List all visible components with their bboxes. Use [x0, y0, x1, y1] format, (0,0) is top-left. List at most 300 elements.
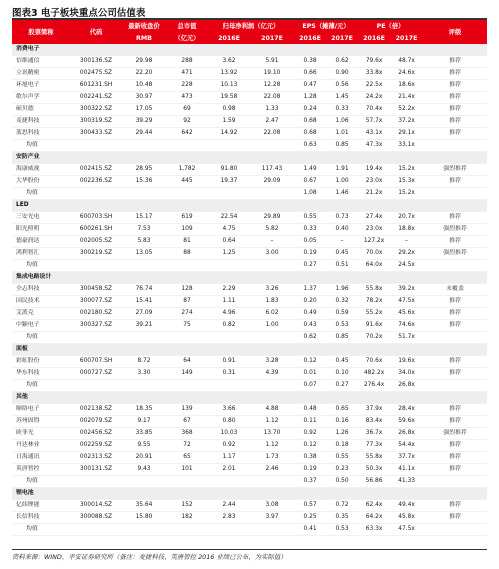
- pe-2016-cell: 276.4x: [358, 380, 390, 392]
- market-cap-cell: 81: [166, 236, 208, 248]
- header-mcap: 总市值: [166, 20, 208, 32]
- pe-2017-cell: 51.7x: [390, 332, 423, 344]
- rating-cell: 推荐: [423, 212, 487, 224]
- table-row: [12, 92, 487, 104]
- eps-2017-cell: 0.33: [326, 104, 358, 116]
- profit-2017-cell: –: [250, 236, 294, 248]
- pe-2016-cell: 77.3x: [358, 440, 390, 452]
- profit-2016-cell: 0.91: [208, 356, 250, 368]
- header-price: 最新收盘价: [122, 20, 166, 32]
- pe-2017-cell: 15.3x: [390, 176, 423, 188]
- profit-2017-cell: [250, 140, 294, 152]
- pe-2016-cell: 55.8x: [358, 284, 390, 296]
- profit-2017-cell: 1.12: [250, 440, 294, 452]
- market-cap-cell: 473: [166, 92, 208, 104]
- market-cap-cell: [166, 140, 208, 152]
- market-cap-cell: 228: [166, 80, 208, 92]
- profit-2016-cell: [208, 524, 250, 536]
- rating-cell: 推荐: [423, 236, 487, 248]
- section-row: [12, 272, 487, 284]
- average-row: [12, 524, 487, 536]
- table-header: [12, 20, 487, 44]
- eps-2016-cell: 0.38: [294, 56, 326, 68]
- profit-2017-cell: 2.47: [250, 116, 294, 128]
- average-row: [12, 380, 487, 392]
- table-row: [12, 368, 487, 380]
- pe-2016-cell: 70.6x: [358, 356, 390, 368]
- close-price-cell: 76.74: [122, 284, 166, 296]
- close-price-cell: 7.53: [122, 224, 166, 236]
- profit-2017-cell: [250, 380, 294, 392]
- eps-2016-cell: 0.37: [294, 476, 326, 488]
- profit-2017-cell: 1.33: [250, 104, 294, 116]
- header-pe-2017: 2017E: [390, 32, 423, 44]
- stock-code-cell: 300327.SZ: [70, 320, 122, 332]
- profit-2017-cell: 6.02: [250, 308, 294, 320]
- profit-2017-cell: 3.26: [250, 284, 294, 296]
- average-row: [12, 188, 487, 200]
- market-cap-cell: 67: [166, 416, 208, 428]
- profit-2016-cell: 2.44: [208, 500, 250, 512]
- stock-name-cell: 海康威视: [12, 164, 70, 176]
- stock-name-cell: 立讯精密: [12, 68, 70, 80]
- stock-name-cell: 苏州固锝: [12, 416, 70, 428]
- stock-code-cell: [70, 260, 122, 272]
- table-row: [12, 212, 487, 224]
- pe-2016-cell: 23.0x: [358, 176, 390, 188]
- eps-2017-cell: 1.26: [326, 428, 358, 440]
- eps-2017-cell: 0.27: [326, 380, 358, 392]
- pe-2017-cell: 74.6x: [390, 320, 423, 332]
- profit-2016-cell: [208, 476, 250, 488]
- profit-2016-cell: [208, 260, 250, 272]
- rating-cell: [423, 476, 487, 488]
- valuation-table: [12, 20, 487, 536]
- close-price-cell: 29.98: [122, 56, 166, 68]
- stock-name-cell: 丹达林业: [12, 440, 70, 452]
- stock-code-cell: 000727.SZ: [70, 368, 122, 380]
- eps-2016-cell: 0.67: [294, 176, 326, 188]
- eps-2017-cell: 1.91: [326, 164, 358, 176]
- close-price-cell: 15.41: [122, 296, 166, 308]
- pe-2017-cell: 19.6x: [390, 356, 423, 368]
- average-row: [12, 140, 487, 152]
- market-cap-cell: [166, 380, 208, 392]
- header-price-unit: RMB: [122, 32, 166, 44]
- profit-2017-cell: 1.00: [250, 320, 294, 332]
- market-cap-cell: [166, 188, 208, 200]
- pe-2016-cell: 63.3x: [358, 524, 390, 536]
- close-price-cell: 17.05: [122, 104, 166, 116]
- profit-2016-cell: [208, 140, 250, 152]
- close-price-cell: 8.72: [122, 356, 166, 368]
- eps-2016-cell: 0.20: [294, 296, 326, 308]
- table-row: [12, 356, 487, 368]
- rating-cell: 推荐: [423, 464, 487, 476]
- profit-2017-cell: 5.82: [250, 224, 294, 236]
- pe-2017-cell: 20.7x: [390, 212, 423, 224]
- table-row: [12, 128, 487, 140]
- profit-2017-cell: 117.43: [250, 164, 294, 176]
- average-row: [12, 260, 487, 272]
- header-profit-2016: 2016E: [208, 32, 250, 44]
- eps-2017-cell: 0.90: [326, 68, 358, 80]
- table-row: [12, 296, 487, 308]
- eps-2017-cell: 0.23: [326, 464, 358, 476]
- stock-code-cell: 002236.SZ: [70, 176, 122, 188]
- stock-name-cell: 全志科技: [12, 284, 70, 296]
- market-cap-cell: [166, 260, 208, 272]
- pe-2017-cell: 34.0x: [390, 368, 423, 380]
- table-row: [12, 440, 487, 452]
- stock-name-cell: 长信科技: [12, 512, 70, 524]
- stock-name-cell: 大华股份: [12, 176, 70, 188]
- pe-2017-cell: 47.5x: [390, 296, 423, 308]
- eps-2016-cell: 1.37: [294, 284, 326, 296]
- eps-2017-cell: 0.35: [326, 512, 358, 524]
- close-price-cell: 33.85: [122, 428, 166, 440]
- rating-cell: 推荐: [423, 116, 487, 128]
- section-title: 安防产业: [12, 152, 487, 164]
- profit-2017-cell: 3.28: [250, 356, 294, 368]
- rating-cell: [423, 188, 487, 200]
- profit-2017-cell: [250, 332, 294, 344]
- close-price-cell: [122, 140, 166, 152]
- table-row: [12, 176, 487, 188]
- pe-2016-cell: 55.8x: [358, 452, 390, 464]
- section-row: [12, 344, 487, 356]
- table-row: [12, 320, 487, 332]
- profit-2016-cell: [208, 188, 250, 200]
- table-row: [12, 428, 487, 440]
- close-price-cell: 39.29: [122, 116, 166, 128]
- eps-2017-cell: 0.51: [326, 260, 358, 272]
- eps-2016-cell: 0.66: [294, 68, 326, 80]
- market-cap-cell: 101: [166, 464, 208, 476]
- pe-2017-cell: 26.8x: [390, 380, 423, 392]
- close-price-cell: 30.97: [122, 92, 166, 104]
- eps-2016-cell: 0.11: [294, 416, 326, 428]
- stock-code-cell: 600703.SH: [70, 212, 122, 224]
- pe-2016-cell: 23.0x: [358, 224, 390, 236]
- eps-2016-cell: 0.41: [294, 524, 326, 536]
- stock-name-cell: 信维通信: [12, 56, 70, 68]
- stock-name-cell: 均值: [12, 188, 70, 200]
- stock-name-cell: 均值: [12, 260, 70, 272]
- table-row: [12, 116, 487, 128]
- stock-name-cell: 中颖电子: [12, 320, 70, 332]
- pe-2016-cell: 47.3x: [358, 140, 390, 152]
- stock-code-cell: 300136.SZ: [70, 56, 122, 68]
- eps-2016-cell: 0.47: [294, 80, 326, 92]
- market-cap-cell: 75: [166, 320, 208, 332]
- table-row: [12, 284, 487, 296]
- eps-2016-cell: 0.49: [294, 308, 326, 320]
- stock-code-cell: 600261.SH: [70, 224, 122, 236]
- eps-2016-cell: 0.25: [294, 512, 326, 524]
- profit-2016-cell: [208, 380, 250, 392]
- eps-2016-cell: 0.01: [294, 368, 326, 380]
- pe-2017-cell: 39.2x: [390, 284, 423, 296]
- pe-2017-cell: 18.6x: [390, 80, 423, 92]
- rating-cell: 强烈推荐: [423, 428, 487, 440]
- stock-code-cell: 300319.SZ: [70, 116, 122, 128]
- stock-name-cell: 硕贝德: [12, 104, 70, 116]
- header-mcap-unit: （亿元）: [166, 32, 208, 44]
- close-price-cell: 9.17: [122, 416, 166, 428]
- eps-2016-cell: 0.12: [294, 440, 326, 452]
- close-price-cell: [122, 524, 166, 536]
- stock-code-cell: [70, 332, 122, 344]
- market-cap-cell: [166, 524, 208, 536]
- profit-2016-cell: 10.03: [208, 428, 250, 440]
- eps-2017-cell: 0.85: [326, 140, 358, 152]
- stock-name-cell: 鸿利智汇: [12, 248, 70, 260]
- eps-2016-cell: 0.62: [294, 332, 326, 344]
- eps-2016-cell: 0.68: [294, 128, 326, 140]
- rating-cell: 推荐: [423, 356, 487, 368]
- section-row: [12, 488, 487, 500]
- average-row: [12, 476, 487, 488]
- market-cap-cell: [166, 476, 208, 488]
- header-eps: EPS（摊薄/元）: [294, 20, 358, 32]
- header-eps-2017: 2017E: [326, 32, 358, 44]
- header-pe-2016: 2016E: [358, 32, 390, 44]
- table-row: [12, 500, 487, 512]
- rating-cell: 推荐: [423, 128, 487, 140]
- eps-2017-cell: 0.56: [326, 80, 358, 92]
- pe-2016-cell: 83.4x: [358, 416, 390, 428]
- section-title: LED: [12, 200, 487, 212]
- stock-name-cell: 德豪润达: [12, 236, 70, 248]
- table-row: [12, 248, 487, 260]
- stock-code-cell: 300433.SZ: [70, 128, 122, 140]
- profit-2017-cell: 4.88: [250, 404, 294, 416]
- stock-code-cell: [70, 140, 122, 152]
- market-cap-cell: 109: [166, 224, 208, 236]
- eps-2017-cell: 0.73: [326, 212, 358, 224]
- pe-2016-cell: 22.5x: [358, 80, 390, 92]
- profit-2016-cell: 22.54: [208, 212, 250, 224]
- rating-cell: 推荐: [423, 296, 487, 308]
- profit-2017-cell: 3.00: [250, 248, 294, 260]
- stock-name-cell: 顺络电子: [12, 404, 70, 416]
- close-price-cell: 3.30: [122, 368, 166, 380]
- section-row: [12, 152, 487, 164]
- profit-2016-cell: 1.17: [208, 452, 250, 464]
- close-price-cell: 18.35: [122, 404, 166, 416]
- table-row: [12, 236, 487, 248]
- eps-2016-cell: 0.38: [294, 452, 326, 464]
- profit-2017-cell: 19.10: [250, 68, 294, 80]
- section-title: 其他: [12, 392, 487, 404]
- pe-2016-cell: 70.4x: [358, 104, 390, 116]
- eps-2016-cell: 1.49: [294, 164, 326, 176]
- table-row: [12, 452, 487, 464]
- profit-2016-cell: 4.75: [208, 224, 250, 236]
- close-price-cell: 15.80: [122, 512, 166, 524]
- pe-2017-cell: 28.4x: [390, 404, 423, 416]
- stock-name-cell: 均值: [12, 476, 70, 488]
- rating-cell: 强烈推荐: [423, 224, 487, 236]
- rating-cell: 推荐: [423, 500, 487, 512]
- market-cap-cell: 1,782: [166, 164, 208, 176]
- profit-2016-cell: 1.59: [208, 116, 250, 128]
- profit-2016-cell: [208, 332, 250, 344]
- table-row: [12, 164, 487, 176]
- table-row: [12, 56, 487, 68]
- rating-cell: 推荐: [423, 68, 487, 80]
- profit-2017-cell: 1.73: [250, 452, 294, 464]
- eps-2017-cell: 0.10: [326, 368, 358, 380]
- pe-2016-cell: 91.6x: [358, 320, 390, 332]
- pe-2016-cell: 70.0x: [358, 248, 390, 260]
- pe-2017-cell: 21.4x: [390, 92, 423, 104]
- pe-2017-cell: 29.1x: [390, 128, 423, 140]
- rating-cell: 推荐: [423, 368, 487, 380]
- pe-2017-cell: –: [390, 236, 423, 248]
- stock-code-cell: [70, 524, 122, 536]
- eps-2016-cell: 0.55: [294, 212, 326, 224]
- stock-code-cell: 002415.SZ: [70, 164, 122, 176]
- profit-2016-cell: 2.83: [208, 512, 250, 524]
- profit-2016-cell: 3.62: [208, 56, 250, 68]
- market-cap-cell: 368: [166, 428, 208, 440]
- close-price-cell: 15.17: [122, 212, 166, 224]
- stock-name-cell: 蓝思科技: [12, 128, 70, 140]
- stock-code-cell: [70, 476, 122, 488]
- market-cap-cell: 619: [166, 212, 208, 224]
- table-row: [12, 104, 487, 116]
- close-price-cell: 15.36: [122, 176, 166, 188]
- eps-2017-cell: 0.65: [326, 404, 358, 416]
- pe-2017-cell: 33.1x: [390, 140, 423, 152]
- market-cap-cell: 445: [166, 176, 208, 188]
- stock-name-cell: 艾派克: [12, 308, 70, 320]
- pe-2017-cell: 41.1x: [390, 464, 423, 476]
- rating-cell: 推荐: [423, 404, 487, 416]
- pe-2017-cell: 45.8x: [390, 512, 423, 524]
- table-row: [12, 512, 487, 524]
- header-name: 股票简称: [12, 20, 70, 44]
- eps-2016-cell: 0.92: [294, 428, 326, 440]
- rating-cell: 推荐: [423, 440, 487, 452]
- close-price-cell: 9.55: [122, 440, 166, 452]
- rating-cell: 推荐: [423, 56, 487, 68]
- eps-2017-cell: 0.62: [326, 56, 358, 68]
- pe-2017-cell: 48.7x: [390, 56, 423, 68]
- stock-code-cell: 002313.SZ: [70, 452, 122, 464]
- stock-name-cell: 三安光电: [12, 212, 70, 224]
- profit-2017-cell: [250, 260, 294, 272]
- pe-2016-cell: 50.3x: [358, 464, 390, 476]
- eps-2016-cell: 1.08: [294, 188, 326, 200]
- header-rating: 评级: [423, 20, 487, 44]
- pe-2017-cell: 49.4x: [390, 500, 423, 512]
- close-price-cell: 29.44: [122, 128, 166, 140]
- section-row: [12, 392, 487, 404]
- market-cap-cell: [166, 332, 208, 344]
- eps-2017-cell: 1.06: [326, 116, 358, 128]
- rating-cell: [423, 260, 487, 272]
- header-profit: 归母净利润（亿元）: [208, 20, 294, 32]
- profit-2017-cell: 5.91: [250, 56, 294, 68]
- eps-2017-cell: 0.85: [326, 332, 358, 344]
- stock-name-cell: 均值: [12, 332, 70, 344]
- section-title: 集成电路设计: [12, 272, 487, 284]
- market-cap-cell: 64: [166, 356, 208, 368]
- header-pe: PE（倍）: [358, 20, 423, 32]
- profit-2017-cell: 3.97: [250, 512, 294, 524]
- stock-code-cell: 002456.SZ: [70, 428, 122, 440]
- close-price-cell: 35.64: [122, 500, 166, 512]
- pe-2017-cell: 45.6x: [390, 308, 423, 320]
- section-title: 锂电池: [12, 488, 487, 500]
- stock-name-cell: 国民技术: [12, 296, 70, 308]
- market-cap-cell: 149: [166, 368, 208, 380]
- market-cap-cell: 88: [166, 248, 208, 260]
- eps-2017-cell: 0.72: [326, 500, 358, 512]
- profit-2016-cell: 0.64: [208, 236, 250, 248]
- market-cap-cell: 152: [166, 500, 208, 512]
- profit-2016-cell: 4.96: [208, 308, 250, 320]
- eps-2017-cell: 1.96: [326, 284, 358, 296]
- rating-cell: 推荐: [423, 320, 487, 332]
- close-price-cell: 9.43: [122, 464, 166, 476]
- rating-cell: 推荐: [423, 80, 487, 92]
- stock-code-cell: 002005.SZ: [70, 236, 122, 248]
- stock-code-cell: 002475.SZ: [70, 68, 122, 80]
- stock-code-cell: [70, 188, 122, 200]
- pe-2016-cell: 37.9x: [358, 404, 390, 416]
- bottom-rule: [12, 549, 487, 550]
- rating-cell: 推荐: [423, 92, 487, 104]
- eps-2017-cell: –: [326, 236, 358, 248]
- pe-2016-cell: 70.2x: [358, 332, 390, 344]
- profit-2017-cell: 4.39: [250, 368, 294, 380]
- stock-code-cell: 600707.SH: [70, 356, 122, 368]
- eps-2017-cell: 0.18: [326, 440, 358, 452]
- close-price-cell: 5.83: [122, 236, 166, 248]
- table-row: [12, 68, 487, 80]
- profit-2017-cell: 3.08: [250, 500, 294, 512]
- table-row: [12, 224, 487, 236]
- stock-code-cell: [70, 380, 122, 392]
- stock-name-cell: 环旭电子: [12, 80, 70, 92]
- table-row: [12, 416, 487, 428]
- pe-2016-cell: 19.4x: [358, 164, 390, 176]
- profit-2017-cell: 29.09: [250, 176, 294, 188]
- eps-2016-cell: 0.12: [294, 356, 326, 368]
- profit-2016-cell: 0.82: [208, 320, 250, 332]
- pe-2017-cell: 24.6x: [390, 68, 423, 80]
- profit-2017-cell: 29.89: [250, 212, 294, 224]
- pe-2016-cell: 79.6x: [358, 56, 390, 68]
- eps-2017-cell: 0.16: [326, 416, 358, 428]
- eps-2017-cell: 1.00: [326, 176, 358, 188]
- profit-2017-cell: [250, 476, 294, 488]
- pe-2017-cell: 37.7x: [390, 452, 423, 464]
- market-cap-cell: 182: [166, 512, 208, 524]
- header-code: 代码: [70, 20, 122, 44]
- market-cap-cell: 87: [166, 296, 208, 308]
- close-price-cell: [122, 476, 166, 488]
- profit-2016-cell: 0.92: [208, 440, 250, 452]
- table-row: [12, 308, 487, 320]
- eps-2016-cell: 0.07: [294, 380, 326, 392]
- stock-name-cell: 均值: [12, 140, 70, 152]
- profit-2016-cell: 19.58: [208, 92, 250, 104]
